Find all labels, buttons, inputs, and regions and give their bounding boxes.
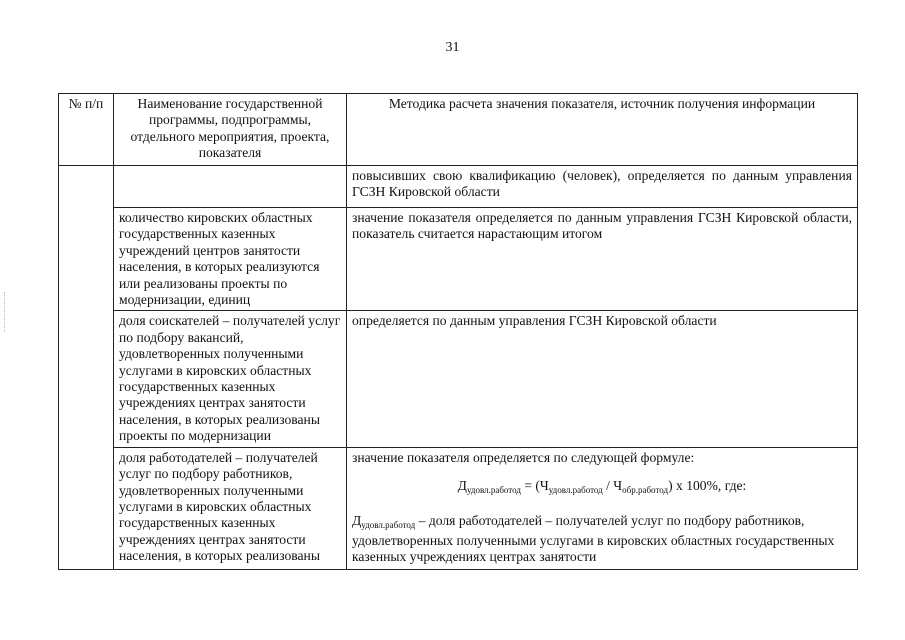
formula-definition: $Д_{удовл.работод}$ – доля работодателей – получателей услуг по подбору работников, удовлетворенных полученными услугами в кировских областных государственных казенных учреждениях центрах занятости [352,512,835,565]
table-header-row [59,94,858,166]
page-number: 31 [445,40,460,55]
row-method: значение показателя определяется по данным управления ГСЗН Кировской области, показатель считается нарастающим итогом [347,208,858,311]
table-row [59,447,858,569]
table-row [59,208,858,311]
row-number [59,166,114,570]
table-row [59,166,858,208]
row-name: количество кировских областных государственных казенных учреждений центров занятости населения, в которых реализуются или реализованы проекты по модернизации, единиц [114,208,347,311]
row-name: доля работодателей – получателей услуг по подбору работников, удовлетворенных полученными услугами в кировских областных государственных казенных учреждениях центрах занятости населения, в которых реализованы [114,447,347,569]
header-method: Методика расчета значения показателя, источник получения информации [347,94,858,166]
row-method: повысивших свою квалификацию (человек), определяется по данным управления ГСЗН Кировской области [347,166,858,208]
formula: $Д_{удовл.работод} = (Ч_{удовл.работод} / Ч_{обр.работод})$ x 100%, где: [457,478,747,496]
margin-marks [4,292,8,332]
row-name [114,166,347,208]
indicator-table [58,93,858,570]
row-method: определяется по данным управления ГСЗН Кировской области [347,311,858,447]
header-name: Наименование государственной программы, подпрограммы, отдельного мероприятия, проекта, показателя [114,94,347,166]
method-intro: значение показателя определяется по следующей формуле: [352,449,695,465]
row-method [347,447,858,569]
row-name: доля соискателей – получателей услуг по подбору вакансий, удовлетворенных полученными услугами в кировских областных государственных казенных учреждениях центрах занятости населения, в которых реализованы проекты по модернизации [114,311,347,447]
header-number: № п/п [59,94,114,166]
table-row [59,311,858,447]
